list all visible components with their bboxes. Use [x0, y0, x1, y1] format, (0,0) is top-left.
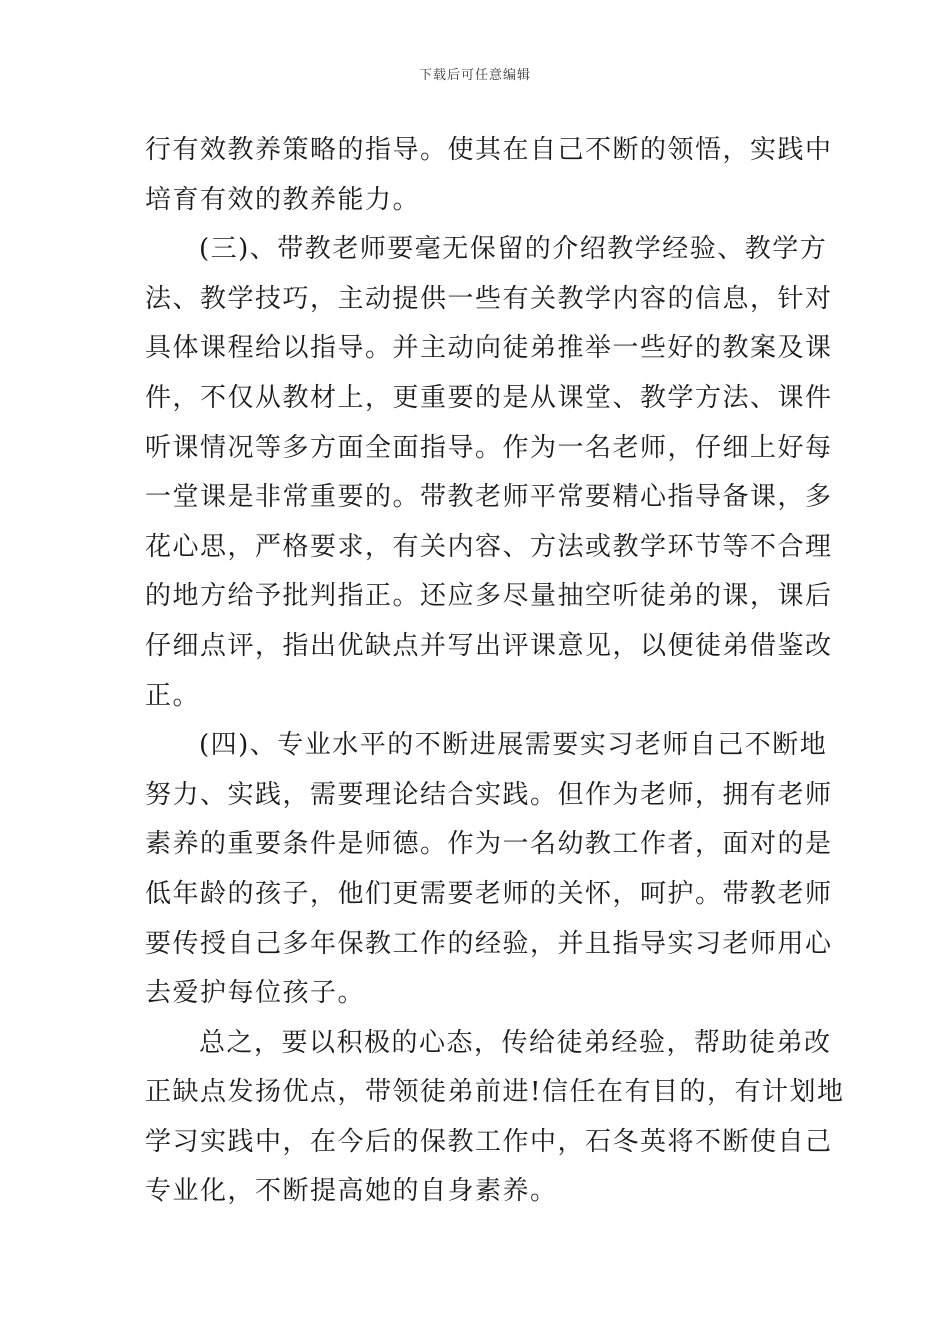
text-line: (三)、带教老师要毫无保留的介绍教学经验、教学方	[199, 234, 828, 265]
text-line: 仔细点评，指出优缺点并写出评课意见，以便徒弟借鉴改	[145, 630, 833, 661]
text-line: (四)、专业水平的不断进展需要实习老师自己不断地	[199, 730, 828, 761]
text-line: 听课情况等多方面全面指导。作为一名老师，仔细上好每	[145, 432, 833, 463]
text-line: 一堂课是非常重要的。带教老师平常要精心指导备课，多	[145, 482, 833, 513]
paragraph-2	[145, 225, 833, 721]
text-line: 去爱护每位孩子。	[145, 978, 366, 1009]
text-line: 的地方给予批判指正。还应多尽量抽空听徒弟的课，课后	[145, 581, 833, 612]
page-header: 下载后可任意编辑	[418, 68, 531, 83]
text-line: 行有效教养策略的指导。使其在自己不断的领悟，实践中	[145, 135, 833, 165]
text-line: 要传授自己多年保教工作的经验，并且指导实习老师用心	[145, 928, 833, 959]
text-line: 正缺点发扬优点，带领徒弟前进!信任在有目的，有计划地	[145, 1077, 845, 1108]
text-line: 培育有效的教养能力。	[145, 184, 421, 215]
text-line: 具体课程给以指导。并主动向徒弟推举一些好的教案及课	[145, 333, 833, 364]
text-line: 学习实践中，在今后的保教工作中，石冬英将不断使自己	[145, 1126, 833, 1157]
text-line: 正。	[145, 680, 201, 711]
text-line: 低年龄的孩子，他们更需要老师的关怀，呵护。带教老师	[145, 878, 833, 909]
text-line: 法、教学技巧，主动提供一些有关教学内容的信息，针对	[145, 283, 833, 314]
text-line: 努力、实践，需要理论结合实践。但作为老师，拥有老师	[145, 779, 833, 810]
text-line: 专业化，不断提高她的自身素养。	[145, 1176, 558, 1207]
text-line: 总之，要以积极的心态，传给徒弟经验，帮助徒弟改	[199, 1027, 832, 1058]
text-line: 花心思，严格要求，有关内容、方法或教学环节等不合理	[145, 531, 833, 562]
paragraph-4	[145, 1019, 845, 1217]
paragraph-1	[145, 126, 833, 225]
paragraph-3	[145, 721, 833, 1019]
text-line: 件，不仅从教材上，更重要的是从课堂、教学方法、课件	[145, 382, 833, 413]
text-line: 素养的重要条件是师德。作为一名幼教工作者，面对的是	[145, 829, 833, 860]
document-body	[145, 126, 845, 1217]
